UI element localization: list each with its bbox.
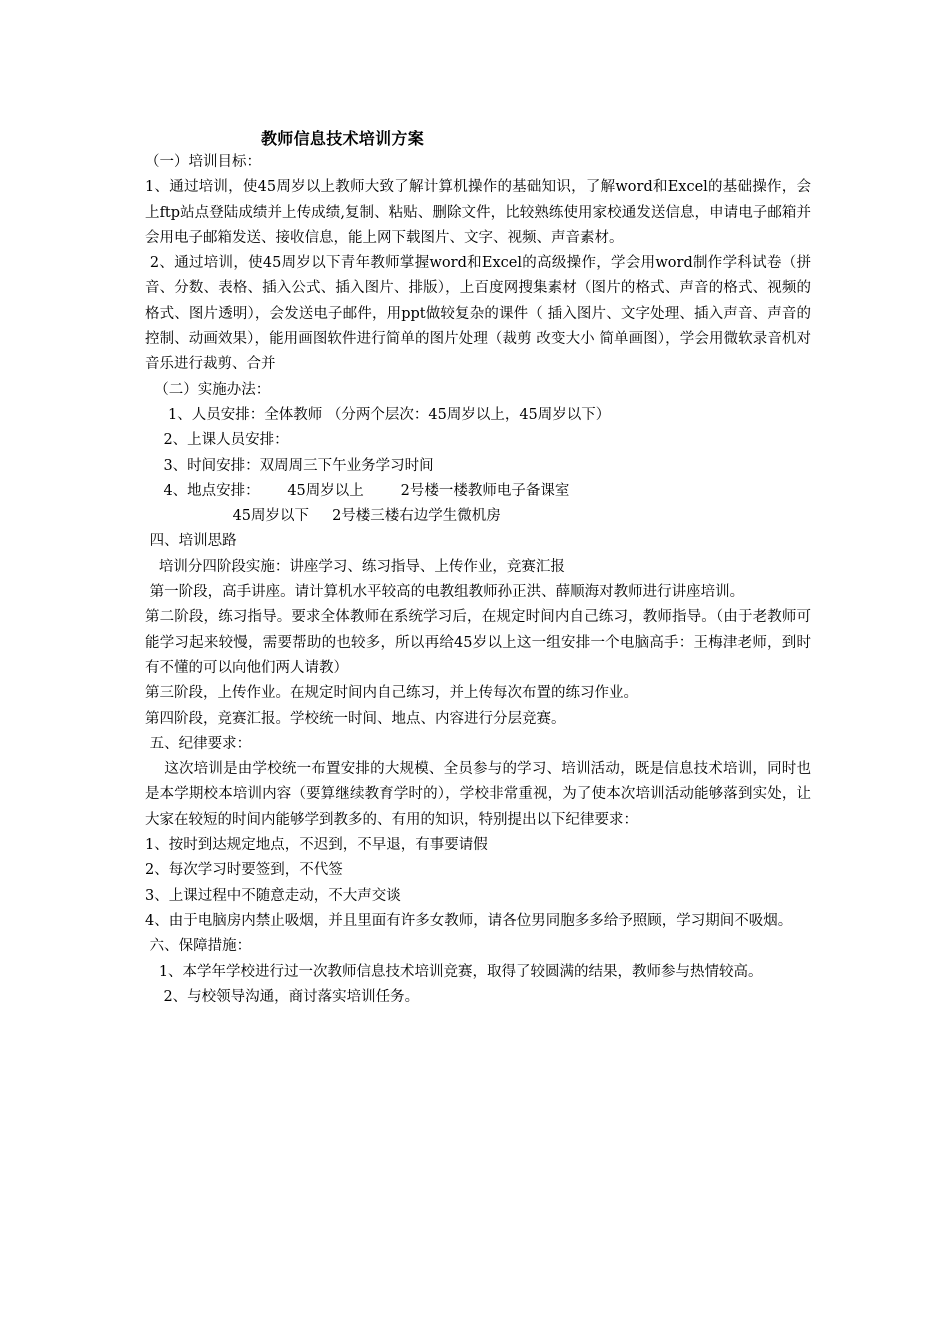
section-heading-goals: （一）培训目标： (145, 154, 261, 170)
implementation-item-4: 4、地点安排： 45周岁以上 2号楼一楼教师电子备课室 (145, 482, 570, 499)
discipline-rule-3: 3、上课过程中不随意走动，不大声交谈 (145, 887, 401, 904)
goal-paragraph-2: 2、通过培训，使45周岁以下青年教师掌握word和Excel的高级操作，学会用word制作学科试卷（拼音、分数、表格、插入公式、插入图片、排版），上百度网搜集素材（图片的格式、声音的格式、视频的格式、图片透明），会发送电子邮件，用ppt做较复杂的课件（ 插入图片、文字处理、插入声音、声音的控制、动画效果），能用画图软件进行简单的图片处理（裁剪 改变大小 简单画图），学会用微软录音机对音乐进行裁剪、合并 (145, 255, 812, 373)
section-heading-implementation: （二）实施办法： (145, 381, 271, 398)
document-body (145, 150, 811, 1010)
section-heading-safeguards: 六、保障措施： (145, 938, 252, 955)
section-heading-approach: 四、培训思路 (145, 533, 237, 550)
document-title: 教师信息技术培训方案 (261, 129, 425, 148)
implementation-item-2: 2、上课人员安排： (145, 432, 289, 449)
approach-stage-2: 第二阶段，练习指导。要求全体教师在系统学习后，在规定时间内自己练习，教师指导。（由于老教师可能学习起来较慢，需要帮助的也较多，所以再给45岁以上这一组安排一个电脑高手：王梅津老师，到时有不懂的可以向他们两人请教） (145, 609, 811, 676)
approach-stage-1: 第一阶段，高手讲座。请计算机水平较高的电教组教师孙正洪、薛顺海对教师进行讲座培训。 (145, 584, 745, 601)
discipline-rule-2: 2、每次学习时要签到，不代签 (145, 862, 343, 879)
goal-paragraph-1: 1、通过培训，使45周岁以上教师大致了解计算机操作的基础知识，了解word和Excel的基础操作，会上ftp站点登陆成绩并上传成绩,复制、粘贴、删除文件，比较熟练使用家校通发送信息，申请电子邮箱并会用电子邮箱发送、接收信息，能上网下载图片、文字、视频、声音素材。 (145, 179, 811, 246)
implementation-item-1: 1、人员安排：全体教师 （分两个层次：45周岁以上，45周岁以下） (145, 406, 611, 423)
discipline-rule-4: 4、由于电脑房内禁止吸烟，并且里面有许多女教师，请各位男同胞多多给予照顾，学习期间不吸烟。 (145, 912, 793, 929)
approach-stage-3: 第三阶段，上传作业。在规定时间内自己练习，并上传每次布置的练习作业。 (145, 685, 638, 702)
discipline-intro: 这次培训是由学校统一布置安排的大规模、全员参与的学习、培训活动，既是信息技术培训，同时也是本学期校本培训内容（要算继续教育学时的），学校非常重视，为了使本次培训活动能够落到实处，让大家在较短的时间内能够学到教多的、有用的知识，特别提出以下纪律要求： (145, 761, 812, 828)
safeguard-item-2: 2、与校领导沟通，商讨落实培训任务。 (145, 988, 420, 1005)
approach-stage-4: 第四阶段，竞赛汇报。学校统一时间、地点、内容进行分层竞赛。 (145, 710, 566, 727)
discipline-rule-1: 1、按时到达规定地点，不迟到，不早退，有事要请假 (145, 837, 488, 854)
implementation-item-3: 3、时间安排：双周周三下午业务学习时间 (145, 457, 434, 474)
safeguard-item-1: 1、本学年学校进行过一次教师信息技术培训竞赛，取得了较圆满的结果，教师参与热情较高。 (145, 963, 763, 980)
implementation-item-4-cont: 45周岁以下 2号楼三楼右边学生微机房 (145, 508, 501, 525)
approach-summary: 培训分四阶段实施：讲座学习、练习指导、上传作业，竞赛汇报 (145, 558, 565, 575)
section-heading-discipline: 五、纪律要求： (145, 735, 252, 752)
